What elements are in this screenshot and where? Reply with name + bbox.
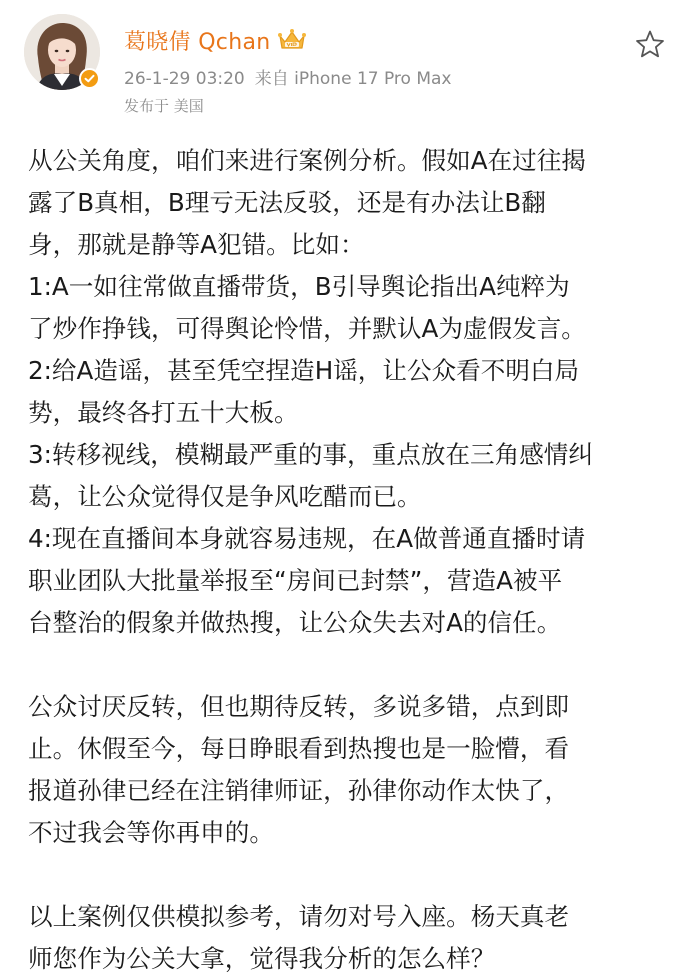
body-line: 职业团队大批量举报至“房间已封禁”，营造A被平 [28,566,563,595]
favorite-button[interactable] [633,28,667,62]
verified-badge-icon [79,68,100,89]
post-meta [124,64,452,89]
body-line: 4:现在直播间本身就容易违规，在A做普通直播时请 [28,524,586,553]
body-line: 公众讨厌反转，但也期待反转，多说多错，点到即 [28,692,570,721]
body-line: 师您作为公关大拿，觉得我分析的怎么样？ [28,944,496,973]
paragraph-gap [28,854,668,896]
body-line: 了炒作挣钱，可得舆论怜惜，并默认A为虚假发言。 [28,314,586,343]
body-line: 1:A一如往常做直播带货，B引导舆论指出A纯粹为 [28,272,570,301]
body-line: 不过我会等你再申的。 [28,818,274,847]
post-timestamp: 26-1-29 03:20 [124,69,245,89]
body-line: 葛，让公众觉得仅是争风吃醋而已。 [28,482,422,511]
author-row [124,24,308,56]
author-name[interactable]: 葛晓倩 Qchan [124,29,271,55]
body-line: 3:转移视线，模糊最严重的事，重点放在三角感情纠 [28,440,593,469]
paragraph-gap [28,644,668,686]
body-line: 2:给A造谣，甚至凭空捏造H谣，让公众看不明白局 [28,356,580,385]
star-outline-icon [633,28,667,62]
body-line: 报道孙律已经在注销律师证，孙律你动作太快了， [28,776,570,805]
body-line: 身，那就是静等A犯错。比如： [28,230,365,259]
body-line: 以上案例仅供模拟参考，请勿对号入座。杨天真老 [28,902,570,931]
post-body [28,140,668,980]
body-line: 从公关角度，咱们来进行案例分析。假如A在过往揭 [28,146,586,175]
post-source[interactable]: 来自 iPhone 17 Pro Max [254,69,452,89]
vip-crown-icon[interactable] [276,26,308,54]
body-line: 露了B真相，B理亏无法反驳，还是有办法让B翻 [28,188,546,217]
body-line: 台整治的假象并做热搜，让公众失去对A的信任。 [28,608,562,637]
post-location: 发布于 美国 [124,97,204,115]
body-line: 势，最终各打五十大板。 [28,398,299,427]
body-line: 止。休假至今，每日睁眼看到热搜也是一脸懵，看 [28,734,570,763]
